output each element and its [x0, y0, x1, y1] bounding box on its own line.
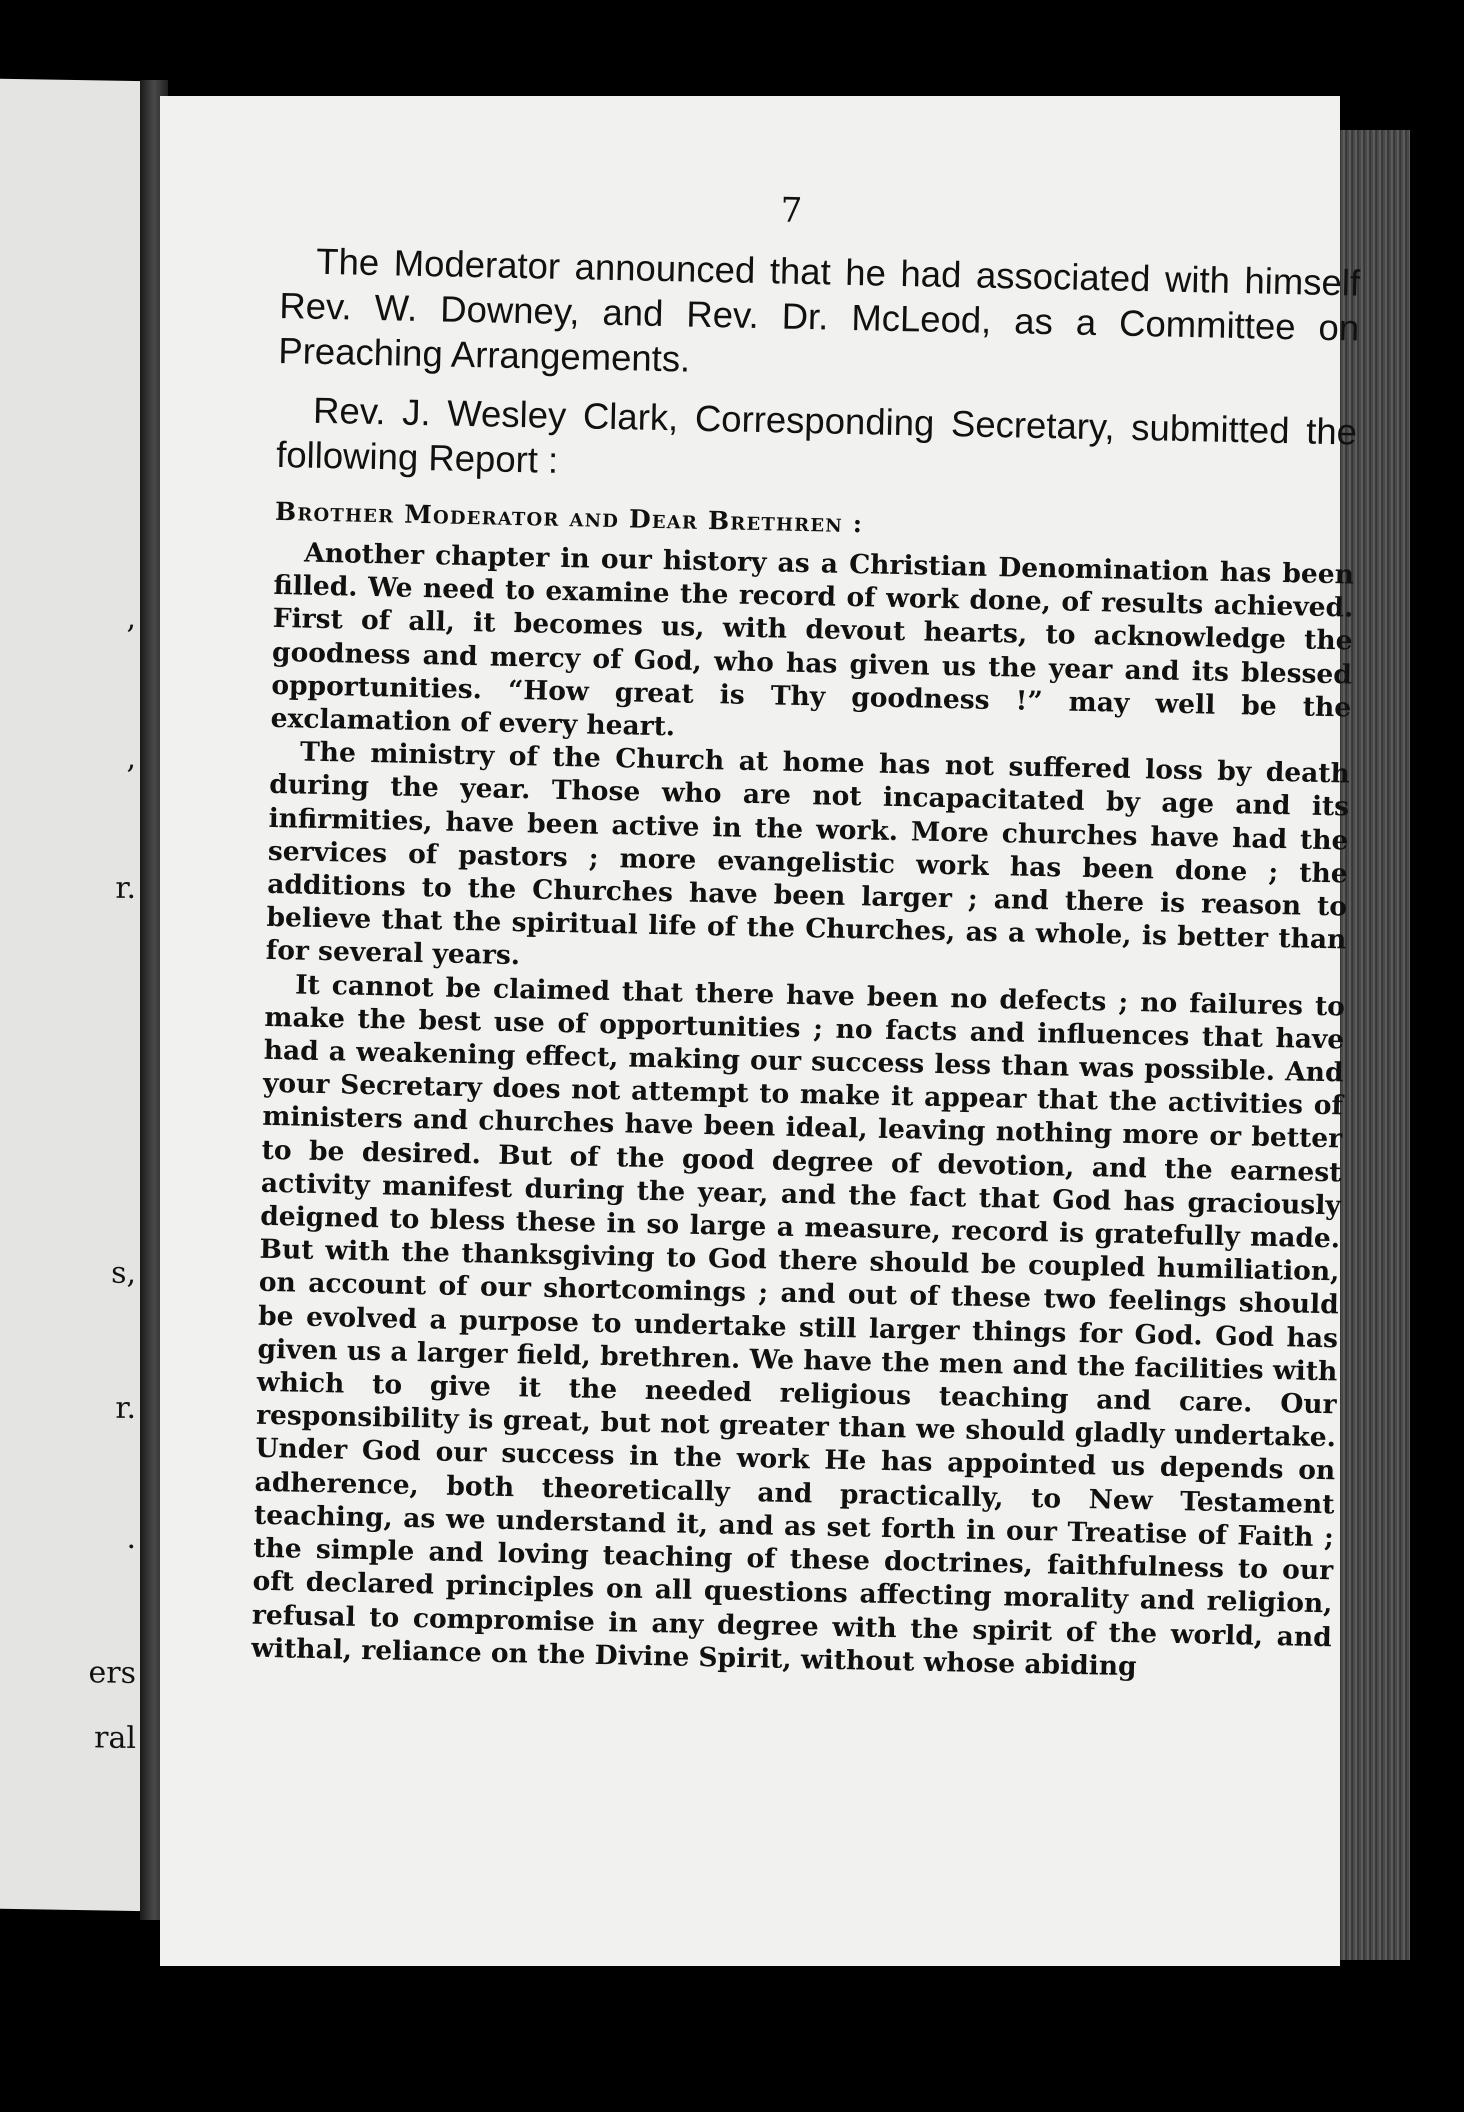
left-page-sliver [0, 79, 150, 1912]
moderator-announcement: The Moderator announced that he had associated with himself Rev. W. Downey, and Rev. Dr. McLeod, as a Committee on Preaching Arrangements. [278, 240, 1361, 380]
margin-fragment: , [126, 740, 136, 777]
book-page [160, 96, 1361, 1966]
margin-fragment: s, [111, 1255, 136, 1292]
margin-fragment: . [126, 1520, 136, 1557]
report-paragraph: Another chapter in our history as a Christian Denomination has been filled. We need to examine the record of work done, of results achieved. First of all, it becomes us, with devout hearts, to acknowledge the goodness and mercy of God, who has given us the year and its blessed opportunities. “How great is Thy goodness !” may well be the exclamation of every heart. [270, 537, 1355, 743]
report-introduction: Rev. J. Wesley Clark, Corresponding Secretary, submitted the following Report : [275, 389, 1358, 481]
margin-fragment: ers [88, 1655, 136, 1692]
page-text-block [251, 180, 1362, 1687]
margin-fragment: r. [115, 870, 136, 907]
report-paragraph: It cannot be claimed that there have been no defects ; no failures to make the best use of opportunities ; no facts and influences that have had a weakening effect, making our success less than was possible. And your Secretary does not attempt to make it appear that the activities of ministers and churches have been ideal, leaving nothing more or better to be desired. But of the good degree of devotion, and the earnest activity manifest during the year, and the fact that God has graciously deigned to bless these in so large a measure, record is gratefully made. But with the thanksgiving to God there should be coupled humiliation, on account of our shortcomings ; and out of these two feelings should be evolved a purpose to undertake still larger things for God. God has given us a larger field, brethren. We have the men and the facilities with which to give it the needed religious teaching and care. Our responsibility is great, but not greater than we should gladly undertake. Under God our success in the work He has appointed us depends on adherence, both theoretically and practically, to New Testament teaching, as we understand it, and as set forth in our Treatise of Faith ; the simple and loving teaching of these doctrines, faithfulness to our oft declared principles on all questions affecting morality and religion, refusal to compromise in any degree with the spirit of the world, and withal, reliance on the Divine Spirit, without whose abiding [250, 969, 1346, 1682]
margin-fragment: , [126, 600, 136, 637]
page-number: 7 [780, 190, 803, 231]
report-paragraph: The ministry of the Church at home has not suffered loss by death during the year. Those who are not incapacitated by age and its infirmities, have been active in the work. More churches have had the services of pastors ; more evangelistic work has been done ; the additions to the Churches have been larger ; and there is reason to believe that the spiritual life of the Churches, as a whole, is better than for several years. [265, 736, 1351, 972]
margin-fragment: ral [94, 1720, 136, 1757]
report-salutation: Brother Moderator and Dear Brethren : [274, 496, 864, 539]
margin-fragment: r. [115, 1390, 136, 1427]
